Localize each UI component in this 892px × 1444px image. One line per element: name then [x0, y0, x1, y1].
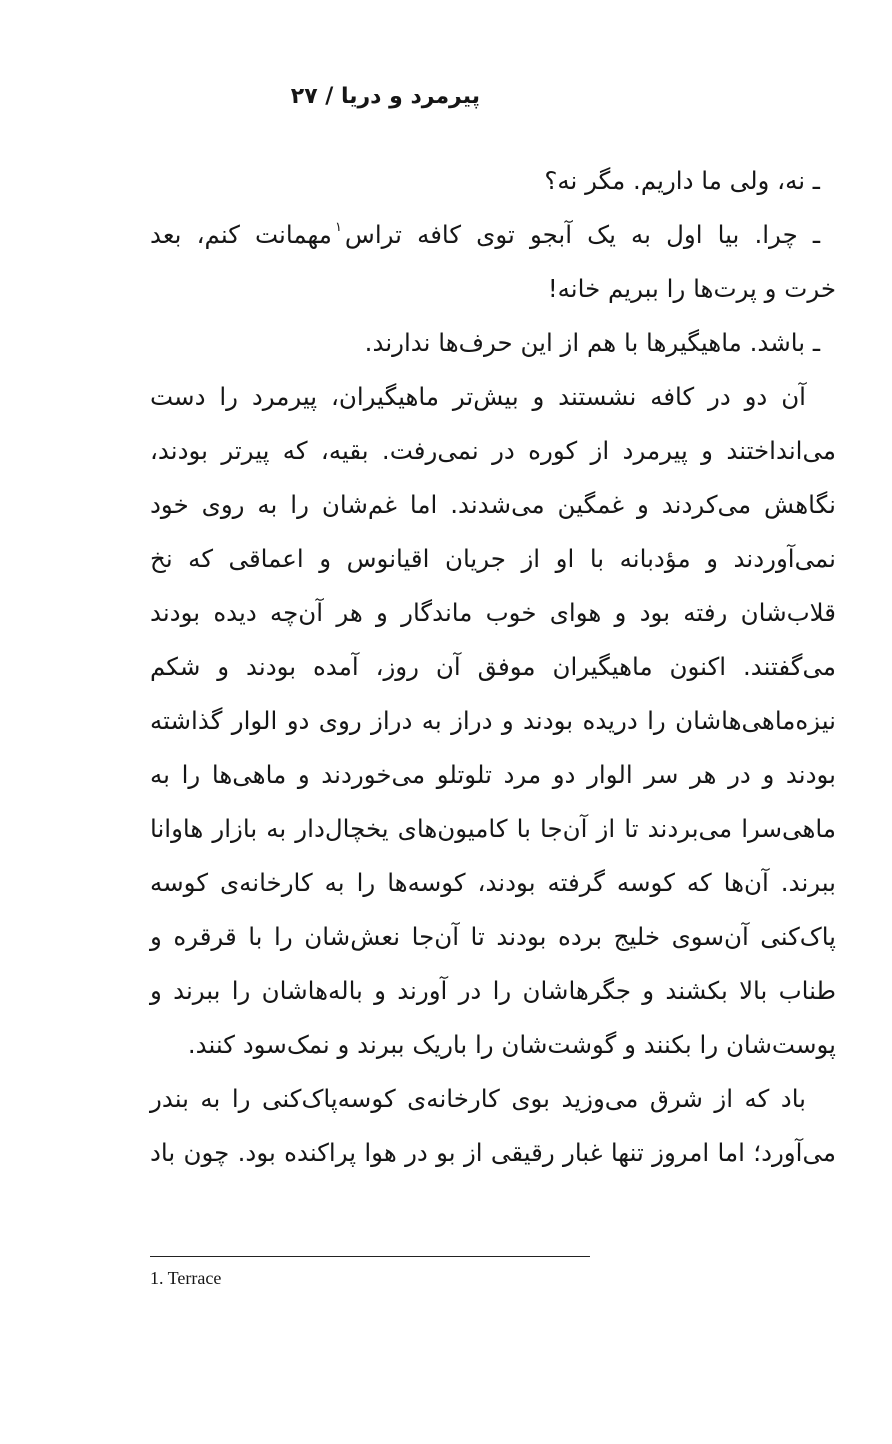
- text-line: طناب بالا بکشند و جگرهاشان را در آورند و باله‌هاشان را ببرند و: [150, 976, 836, 1005]
- text-line: نیزه‌ماهی‌هاشان را دریده بودند و دراز به دراز روی دو الوار گذاشته: [150, 706, 836, 735]
- text-line: نمی‌آوردند و مؤدبانه با او از جریان اقیانوس و اعماقی که نخ: [150, 544, 836, 573]
- text-line: ـ نه، ولی ما داریم. مگر نه؟: [544, 166, 820, 195]
- text-line: پاک‌کنی آن‌سوی خلیج برده بودند تا آن‌جا نعش‌شان را با قرقره و: [150, 922, 836, 951]
- text-line: ماهی‌سرا می‌بردند تا از آن‌جا با کامیون‌های یخچال‌دار به بازار هاوانا: [150, 814, 836, 843]
- body-text: [150, 154, 836, 1180]
- text-fragment: ـ چرا. بیا اول به یک آبجو توی کافه تراس: [344, 220, 821, 249]
- footnote: 1. Terrace: [150, 1268, 222, 1288]
- text-fragment: مهمانت کنم، بعد: [150, 220, 332, 249]
- running-head: پیرمرد و دریا / ۲۷: [290, 84, 480, 109]
- text-line: پوست‌شان را بکنند و گوشت‌شان را باریک ببرند و نمک‌سود کنند.: [187, 1030, 836, 1059]
- text-line: بودند و در هر سر الوار دو مرد تلوتلو می‌خوردند و ماهی‌ها را به: [150, 760, 836, 789]
- text-line: ـ باشد. ماهیگیرها با هم از این حرف‌ها ندارند.: [364, 328, 820, 357]
- text-line: نگاهش می‌کردند و غمگین می‌شدند. اما غم‌شان را به روی خود: [150, 490, 836, 519]
- footnote-rule: [150, 1256, 590, 1257]
- text-line: ببرند. آن‌ها که کوسه گرفته بودند، کوسه‌ها را به کارخانه‌ی کوسه: [150, 868, 836, 897]
- text-line: می‌آورد؛ اما امروز تنها غبار رقیقی از بو در هوا پراکنده بود. چون باد: [150, 1138, 836, 1167]
- text-line: قلاب‌شان رفته بود و هوای خوب ماندگار و هر آن‌چه دیده بودند: [150, 598, 836, 627]
- text-line: باد که از شرق می‌وزید بوی کارخانه‌ی کوسه‌پاک‌کنی را به بندر: [150, 1084, 806, 1113]
- text-line: آن دو در کافه نشستند و بیش‌تر ماهیگیران، پیرمرد را دست: [150, 382, 806, 411]
- text-line: می‌انداختند و پیرمرد از کوره در نمی‌رفت. بقیه، که پیرتر بودند،: [150, 436, 836, 465]
- text-line: می‌گفتند. اکنون ماهیگیران موفق آن روز، آمده بودند و شکم: [150, 652, 836, 681]
- text-line: [150, 208, 836, 262]
- text-line: خرت و پرت‌ها را ببریم خانه!: [547, 274, 836, 303]
- footnote-marker: ۱: [334, 220, 342, 235]
